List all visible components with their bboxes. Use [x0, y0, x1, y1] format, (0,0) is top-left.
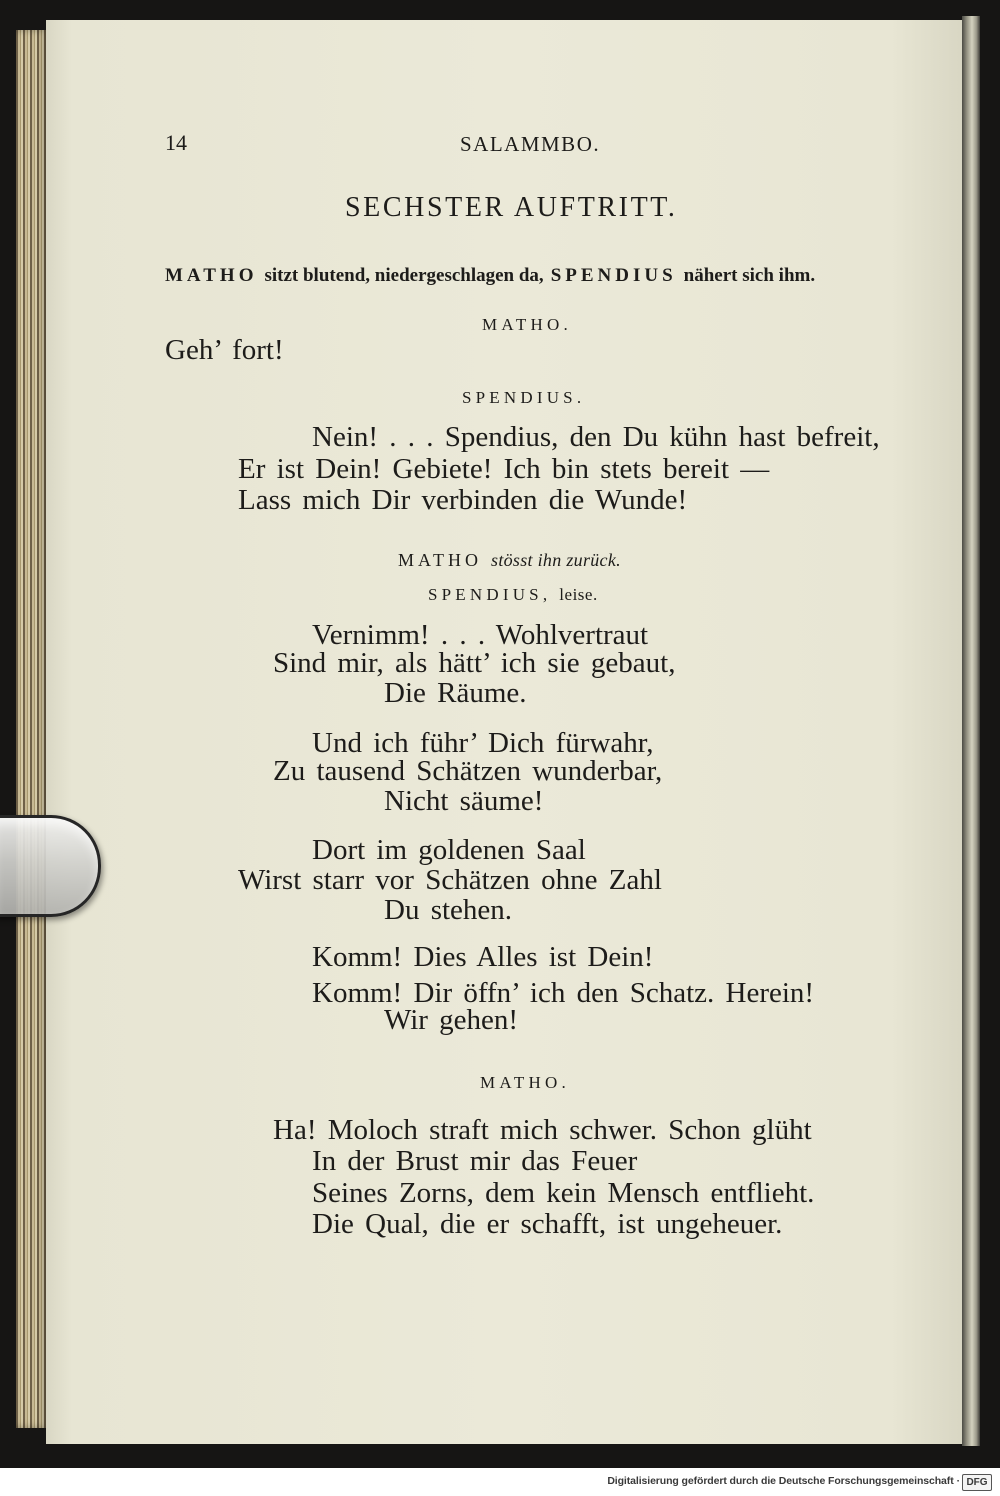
- stage-action: nähert sich ihm.: [683, 265, 816, 286]
- page-edge-stack: [16, 30, 50, 1428]
- stage-action: sitzt blutend, niedergeschlagen da,: [264, 265, 544, 286]
- character-name: SPENDIUS: [550, 265, 677, 286]
- verse-line: Zu tausend Schätzen wunderbar,: [273, 755, 663, 787]
- verse-line: Komm! Dir öffn’ ich den Schatz. Herein!: [312, 977, 815, 1009]
- speaker-manner: leise.: [559, 585, 598, 604]
- verse-line: Die Räume.: [384, 677, 527, 709]
- credit-text: Digitalisierung gefördert durch die Deutsche Forschungsgemeinschaft: [607, 1475, 954, 1487]
- credit-separator: ·: [956, 1475, 960, 1487]
- dfg-logo: DFG: [962, 1474, 992, 1491]
- stage-direction: [398, 549, 621, 571]
- verse-line: Nicht säume!: [384, 785, 544, 817]
- digitization-credit: [607, 1475, 960, 1487]
- verse-line: Komm! Dies Alles ist Dein!: [312, 941, 654, 973]
- page-weight: [0, 815, 101, 917]
- page-number: 14: [165, 130, 187, 155]
- scene-title: SECHSTER AUFTRITT.: [345, 192, 678, 223]
- speaker-heading: [428, 585, 598, 605]
- verse-line: Seines Zorns, dem kein Mensch entflieht.: [312, 1177, 815, 1209]
- verse-line: In der Brust mir das Feuer: [312, 1145, 638, 1177]
- verse-line: Sind mir, als hätt’ ich sie gebaut,: [273, 647, 676, 679]
- speaker-name: SPENDIUS.: [462, 388, 586, 407]
- stage-direction: [165, 265, 815, 287]
- verse-line: Ha! Moloch straft mich schwer. Schon glüht: [273, 1114, 812, 1146]
- speaker-name: MATHO.: [482, 315, 572, 334]
- running-title: SALAMMBO.: [460, 132, 601, 156]
- speaker-name: MATHO.: [480, 1073, 570, 1092]
- verse-line: Geh’ fort!: [165, 334, 284, 366]
- facing-page-edge: [962, 16, 980, 1446]
- verse-line: Nein! . . . Spendius, den Du kühn hast befreit,: [312, 421, 880, 453]
- verse-line: Du stehen.: [384, 894, 513, 926]
- verse-line: Lass mich Dir verbinden die Wunde!: [238, 484, 688, 516]
- verse-line: Er ist Dein! Gebiete! Ich bin stets bereit —: [238, 453, 770, 485]
- character-name: MATHO: [398, 550, 483, 570]
- verse-line: Und ich führ’ Dich fürwahr,: [312, 727, 654, 759]
- verse-line: Vernimm! . . . Wohlvertraut: [312, 619, 649, 651]
- speaker-name: SPENDIUS,: [428, 585, 552, 604]
- stage-action: stösst ihn zurück.: [491, 550, 621, 570]
- verse-line: Dort im goldenen Saal: [312, 834, 586, 866]
- verse-line: Wirst starr vor Schätzen ohne Zahl: [238, 864, 662, 896]
- verse-line: Wir gehen!: [384, 1004, 519, 1036]
- character-name: MATHO: [165, 265, 258, 286]
- verse-line: Die Qual, die er schafft, ist ungeheuer.: [312, 1208, 783, 1240]
